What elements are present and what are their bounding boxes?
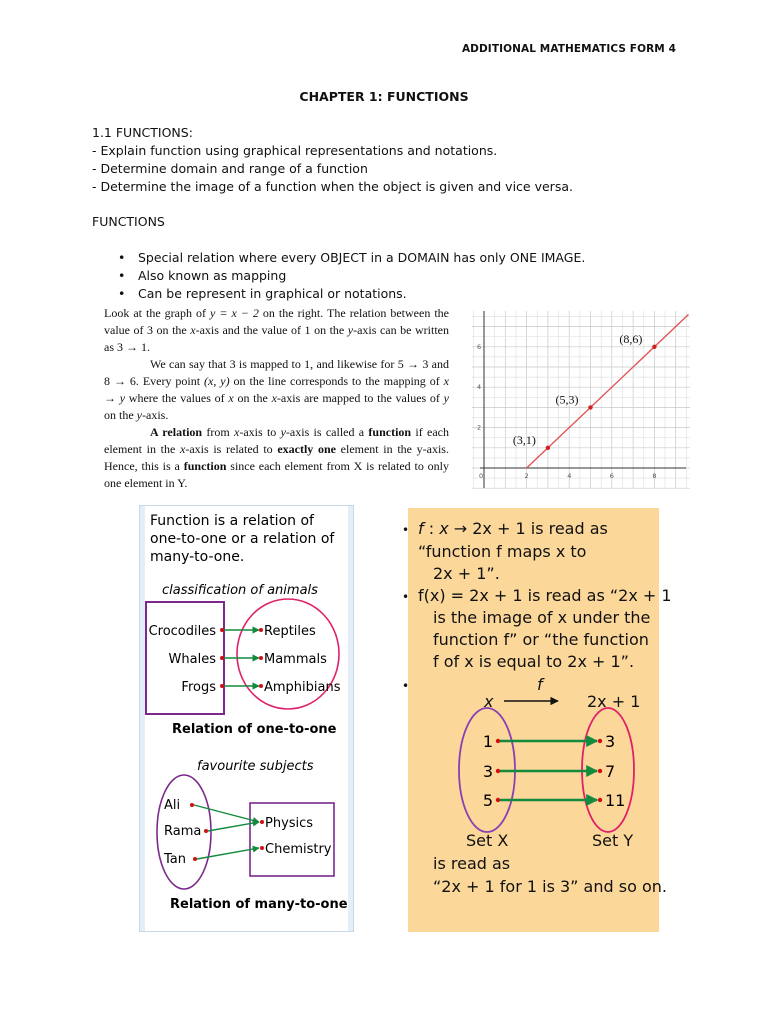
bullet-text: Also known as mapping bbox=[138, 268, 287, 283]
set-x-label: Set X bbox=[466, 831, 509, 850]
bullet-dot: • bbox=[118, 268, 126, 283]
graph-point bbox=[652, 345, 656, 349]
f-label: f bbox=[537, 675, 543, 694]
set-y-label: Set Y bbox=[592, 831, 634, 850]
domain-item: Ali bbox=[164, 798, 181, 813]
many-to-one-mapping bbox=[163, 798, 332, 867]
panel-title-line-3: many-to-one. bbox=[150, 549, 245, 565]
x-tick-label: 4 bbox=[567, 472, 572, 480]
panel-title-line-1: Function is a relation of bbox=[150, 513, 314, 529]
domain-dot bbox=[220, 656, 224, 660]
codomain-item: Chemistry bbox=[265, 842, 332, 857]
set-x-element: 3 bbox=[482, 762, 493, 781]
footer-line-1: is read as bbox=[433, 854, 511, 873]
point-label: (3,1) bbox=[512, 432, 536, 447]
objective-3: - Determine the image of a function when the object is given and vice versa. bbox=[92, 179, 573, 194]
codomain-dot bbox=[260, 820, 264, 824]
codomain-dot bbox=[598, 769, 602, 773]
domain-dot bbox=[496, 798, 500, 802]
chapter-title: CHAPTER 1: FUNCTIONS bbox=[299, 89, 469, 104]
graph-tick-labels bbox=[477, 343, 657, 480]
objective-1: - Explain function using graphical representations and notations. bbox=[92, 143, 498, 158]
codomain-dot bbox=[260, 846, 264, 850]
notation-bullet-2-line-4: f of x is equal to 2x + 1”. bbox=[433, 652, 635, 671]
y-tick-label: 2 bbox=[477, 423, 482, 432]
bullet-text: Special relation where every OBJECT in a DOMAIN has only ONE IMAGE. bbox=[138, 250, 586, 265]
set-x-element: 1 bbox=[482, 732, 493, 751]
notation-bullet-2-line-2: is the image of x under the bbox=[433, 608, 651, 627]
function-line bbox=[527, 314, 689, 468]
objective-2: - Determine domain and range of a function bbox=[92, 161, 368, 176]
codomain-dot bbox=[259, 628, 263, 632]
x-tick-label: 8 bbox=[652, 472, 657, 480]
bullet-dot: • bbox=[118, 286, 126, 301]
y-tick-label: 4 bbox=[477, 383, 482, 392]
paragraph-1: Look at the graph of y = x − 2 on the right. The relation between the value of 3 on the x-axis and the value of 1 on the y-axis can be written as 3 → 1. bbox=[104, 306, 449, 354]
domain-dot bbox=[220, 628, 224, 632]
codomain-dot bbox=[598, 739, 602, 743]
function-notation-panel bbox=[402, 508, 672, 932]
graph-grid bbox=[472, 311, 690, 488]
codomain-dot bbox=[259, 656, 263, 660]
notation-bullet-1-line-2: “function f maps x to bbox=[418, 542, 587, 561]
mapping-diagram bbox=[483, 732, 626, 810]
notation-bullet-2-dot: • bbox=[402, 590, 410, 604]
x-tick-label: 2 bbox=[524, 472, 529, 480]
point-label: (8,6) bbox=[619, 331, 643, 346]
codomain-item: Amphibians bbox=[264, 680, 341, 695]
footer-line-2: “2x + 1 for 1 is 3” and so on. bbox=[433, 877, 667, 896]
paragraph-2: We can say that 3 is mapped to 1, and likewise for 5 → 3 and 8 → 6. Every point (x, y) on the line corresponds to the mapping of x → y where the values of x on the x-axis are mapped to the values of y on the y-axis. bbox=[104, 357, 449, 422]
codomain-item: Physics bbox=[265, 816, 314, 831]
notation-bullet-2-line-3: function f” or “the function bbox=[433, 630, 649, 649]
domain-item: Tan bbox=[164, 852, 186, 867]
graph-point bbox=[588, 405, 592, 409]
paragraph-3: A relation from x-axis to y-axis is called a function if each element in the x-axis is related to exactly one element in the y-axis. Hence, this is a function since each element from X is related to only one element in Y. bbox=[104, 425, 450, 490]
codomain-dot bbox=[259, 684, 263, 688]
x-label: x bbox=[484, 692, 494, 711]
notation-bullet-1-dot: • bbox=[402, 523, 410, 537]
notation-bullet-1-line-3: 2x + 1”. bbox=[433, 564, 500, 583]
domain-item: Rama bbox=[164, 824, 202, 839]
y-tick-label: 6 bbox=[477, 342, 482, 351]
point-label: (5,3) bbox=[555, 392, 579, 407]
functions-heading: FUNCTIONS bbox=[92, 214, 165, 229]
relation-types-panel bbox=[139, 505, 354, 932]
graph-explanation bbox=[104, 305, 449, 492]
diagram1-caption: classification of animals bbox=[162, 583, 318, 598]
x-tick-label: 6 bbox=[609, 472, 614, 480]
function-bullets bbox=[118, 249, 585, 303]
domain-dot bbox=[496, 739, 500, 743]
bullet-dot: • bbox=[118, 250, 126, 265]
domain-dot bbox=[193, 857, 197, 861]
relation-diagrams bbox=[140, 506, 353, 931]
page-header: ADDITIONAL MATHEMATICS FORM 4 bbox=[461, 43, 676, 55]
diagram2-caption: favourite subjects bbox=[197, 759, 314, 774]
notation-content bbox=[402, 508, 672, 932]
notation-bullet-2-line-1: f(x) = 2x + 1 is read as “2x + 1 bbox=[418, 586, 672, 605]
codomain-item: Reptiles bbox=[264, 624, 316, 639]
panel-title-line-2: one-to-one or a relation of bbox=[150, 531, 335, 547]
domain-dot bbox=[496, 769, 500, 773]
x-tick-label: 0 bbox=[479, 472, 484, 480]
notation-bullet-3-dot: • bbox=[402, 679, 410, 693]
domain-dot bbox=[190, 803, 194, 807]
line-graph bbox=[472, 307, 690, 490]
codomain-box bbox=[250, 803, 334, 876]
many-to-one-label: Relation of many-to-one bbox=[170, 897, 348, 912]
domain-item: Whales bbox=[168, 652, 216, 667]
graph-points bbox=[513, 332, 657, 450]
fx-label: 2x + 1 bbox=[587, 692, 641, 711]
bullet-item bbox=[118, 249, 585, 267]
mapping-arrow bbox=[208, 822, 259, 831]
codomain-item: Mammals bbox=[264, 652, 327, 667]
section-heading: 1.1 FUNCTIONS: bbox=[92, 125, 193, 140]
one-to-one-label: Relation of one-to-one bbox=[172, 722, 337, 737]
domain-dot bbox=[220, 684, 224, 688]
domain-dot bbox=[204, 829, 208, 833]
domain-item: Frogs bbox=[181, 680, 216, 695]
bullet-item bbox=[118, 267, 585, 285]
notation-bullet-1: f : x → 2x + 1 is read as bbox=[418, 519, 608, 538]
domain-item: Crocodiles bbox=[148, 624, 216, 639]
set-y-element: 3 bbox=[605, 732, 616, 751]
set-y-element: 7 bbox=[605, 762, 616, 781]
set-y-element: 11 bbox=[605, 791, 626, 810]
bullet-text: Can be represent in graphical or notations. bbox=[138, 286, 407, 301]
set-x-element: 5 bbox=[482, 791, 493, 810]
codomain-dot bbox=[598, 798, 602, 802]
graph-point bbox=[546, 446, 550, 450]
bullet-item bbox=[118, 285, 585, 303]
